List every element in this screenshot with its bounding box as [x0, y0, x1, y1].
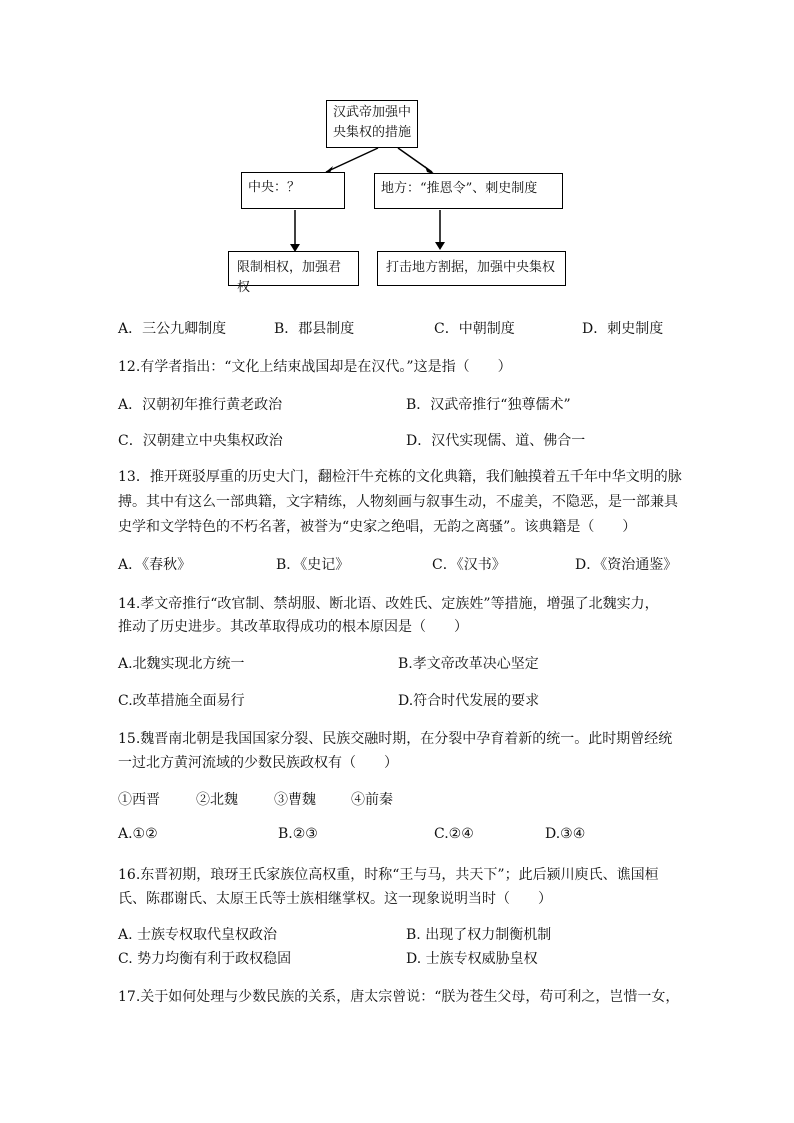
q16-option-d: D. 士族专权威胁皇权: [406, 951, 538, 967]
q12-option-b: B．汉武帝推行“独尊儒术”: [406, 397, 571, 413]
q16-option-b: B. 出现了权力制衡机制: [406, 927, 552, 943]
diagram-result-left-box: [228, 251, 359, 295]
q15-item-3: ③曹魏: [274, 792, 316, 808]
diagram-result-right-box: [377, 251, 566, 286]
q15-option-d: D.③④: [545, 826, 586, 842]
q12-option-c: C．汉朝建立中央集权政治: [118, 433, 283, 449]
q15-option-c: C.②④: [434, 826, 474, 842]
q13-stem-line-1: 13．推开斑驳厚重的历史大门，翻检汗牛充栋的文化典籍，我们触摸着五千年中华文明的脉: [118, 469, 682, 485]
q13-stem-line-3: 史学和文学特色的不朽名著，被誉为“史家之绝唱，无韵之离骚”。该典籍是（ ）: [118, 519, 637, 535]
q14-option-a: A.北魏实现北方统一: [118, 656, 245, 672]
q14-option-c: C.改革措施全面易行: [118, 693, 245, 709]
arrow-top-left: [326, 148, 378, 172]
diagram-top-box: [326, 100, 418, 148]
q12-option-a: A．汉朝初年推行黄老政治: [118, 397, 283, 413]
q13-stem-line-2: 搏。其中有这么一部典籍，文字精练，人物刻画与叙事生动，不虚美，不隐恶，是一部兼具: [118, 494, 678, 510]
q11-option-d: D．刺史制度: [582, 321, 664, 337]
q14-stem-line-2: 推动了历史进步。其改革取得成功的根本原因是（ ）: [118, 619, 468, 635]
q16-stem-line-1: 16.东晋初期，琅玡王氏家族位高权重，时称“王与马，共天下”；此后颍川庾氏、谯国桓: [118, 867, 659, 883]
q14-stem-line-1: 14.孝文帝推行“改官制、禁胡服、断北语、改姓氏、定族姓”等措施，增强了北魏实力，: [118, 596, 659, 612]
diagram-top-line-2: 央集权的措施: [333, 125, 412, 140]
q13-option-b: B．《史记》: [276, 557, 350, 573]
q14-option-b: B.孝文帝改革决心坚定: [398, 656, 539, 672]
q15-option-a: A.①②: [118, 826, 158, 842]
diagram-top-line-1: 汉武帝加强中: [333, 105, 412, 120]
diagram-center-label: 中央：？: [248, 180, 301, 195]
q15-stem-line-1: 15.魏晋南北朝是我国国家分裂、民族交融时期，在分裂中孕育着新的统一。此时期曾经统: [118, 731, 673, 747]
q13-option-a: A．《春秋》: [118, 557, 192, 573]
q11-option-b: B．郡县制度: [274, 321, 355, 337]
diagram-local-box: [374, 173, 563, 209]
q12-stem: 12.有学者指出：“文化上结束战国却是在汉代。”这是指（ ）: [118, 359, 512, 375]
q16-option-c: C. 势力均衡有利于政权稳固: [118, 951, 292, 967]
diagram-center-box: [241, 172, 345, 209]
q16-option-a: A. 士族专权取代皇权政治: [118, 927, 278, 943]
q15-item-4: ④前秦: [351, 792, 393, 808]
q15-stem-line-2: 一过北方黄河流域的少数民族政权有（ ）: [118, 755, 398, 771]
q11-option-c: C．中朝制度: [434, 321, 515, 337]
q15-item-1: ①西晋: [118, 792, 160, 808]
q13-option-d: D．《资治通鉴》: [575, 557, 678, 573]
diagram-result-right-label: 打击地方割据，加强中央集权: [386, 260, 556, 275]
diagram-result-left-label: 限制相权，加强君权: [237, 260, 342, 295]
q15-option-b: B.②③: [278, 826, 318, 842]
q14-option-d: D.符合时代发展的要求: [398, 693, 540, 709]
diagram-local-label: 地方：“推恩令”、刺史制度: [381, 181, 538, 196]
q11-option-a: A．三公九卿制度: [118, 321, 227, 337]
q15-item-2: ②北魏: [196, 792, 238, 808]
q13-option-c: C．《汉书》: [432, 557, 506, 573]
q12-option-d: D．汉代实现儒、道、佛合一: [406, 433, 586, 449]
arrow-head-local-down: [435, 242, 445, 250]
q17-stem-line-1: 17.关于如何处理与少数民族的关系，唐太宗曾说：“朕为苍生父母，苟可利之，岂惜一女，: [118, 989, 680, 1005]
q16-stem-line-2: 氏、陈郡谢氏、太原王氏等士族相继掌权。这一现象说明当时（ ）: [118, 891, 552, 907]
